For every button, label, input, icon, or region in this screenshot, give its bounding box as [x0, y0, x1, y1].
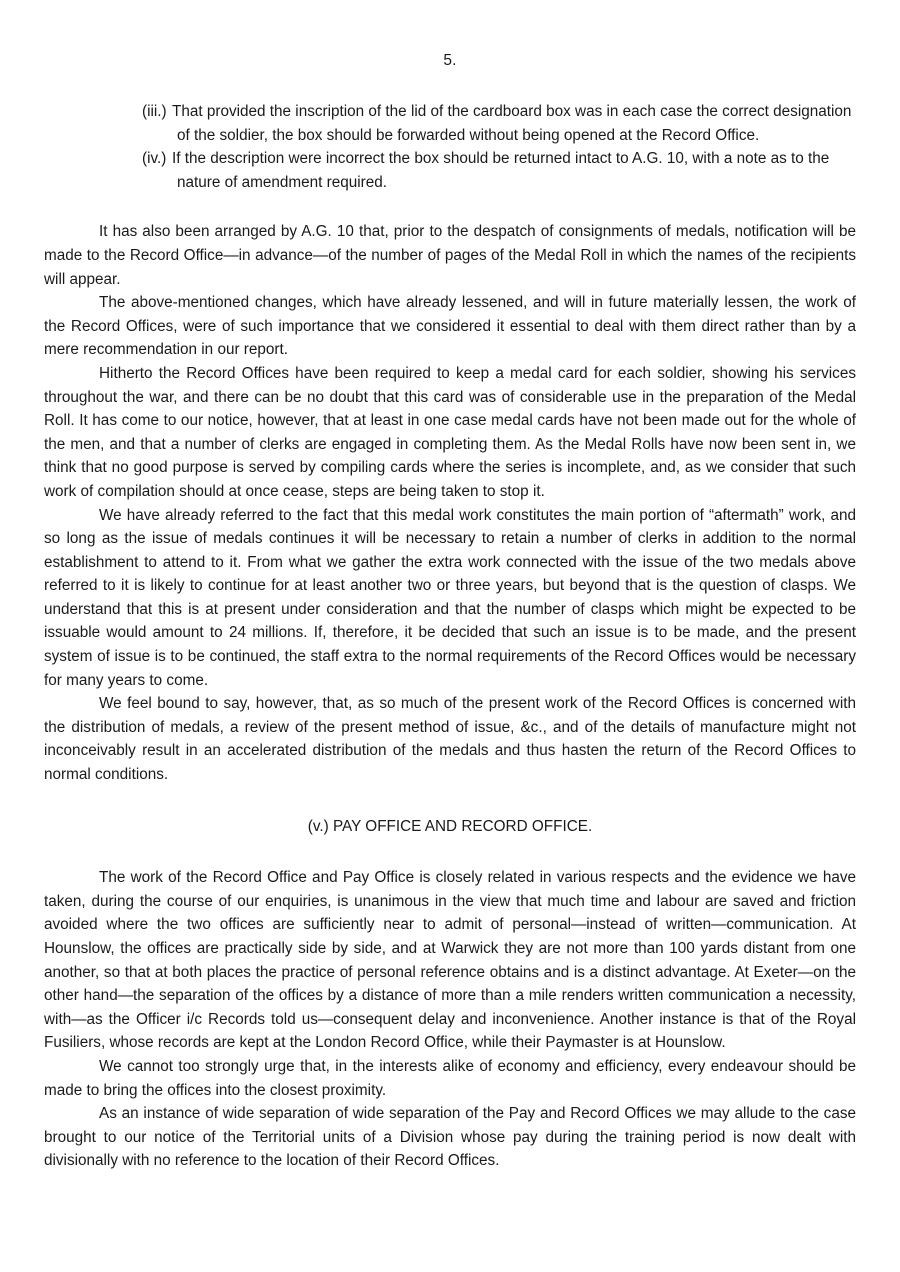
list-item-text: That provided the inscription of the lid of the cardboard box was in each case the correct designation of the soldier, the box should be forwarded without being opened at the Record Office.: [172, 103, 852, 144]
list-item: [93, 100, 856, 147]
body-paragraph: We cannot too strongly urge that, in the interests alike of economy and efficiency, every endeavour should be made to bring the offices into the closest proximity.: [44, 1057, 856, 1099]
spacer: [44, 194, 856, 220]
body-paragraph: Hitherto the Record Offices have been required to keep a medal card for each soldier, showing his services throughout the war, and there can be no doubt that this card was of considerable use in the preparation of the Medal Roll. It has come to our notice, however, that at least in one case medal cards have not been made out for the whole of the men, and that a number of clerks are engaged in completing them. As the Medal Rolls have now been sent in, we think that no good purpose is served by compiling cards where the series is incomplete, and, as we consider that such work of compilation should at once cease, steps are being taken to stop it.: [44, 364, 856, 500]
list-item: [93, 147, 856, 194]
body-paragraph: The work of the Record Office and Pay Office is closely related in various respects and the evidence we have taken, during the course of our enquiries, is unanimous in the view that much time and labour are saved and friction avoided where the two offices are sufficiently near to admit of personal—instead of written—communication. At Hounslow, the offices are practically side by side, and at Warwick they are not more than 100 yards distant from one another, so that at both places the practice of personal reference obtains and is a distinct advantage. At Exeter—on the other hand—the separation of the offices by a distance of more than a mile renders written communication a necessity, with—as the Officer i/c Records told us—consequent delay and inconvenience. Another instance is that of the Royal Fusiliers, whose records are kept at the London Record Office, while their Paymaster is at Hounslow.: [44, 869, 856, 1052]
body-paragraph: As an instance of wide separation of wide separation of the Pay and Record Offices we may allude to the case brought to our notice of the Territorial units of a Division whose pay during the training period is now dealt with divisionally with no reference to the location of their Record Offices.: [44, 1105, 856, 1170]
section-heading: (v.) PAY OFFICE AND RECORD OFFICE.: [307, 817, 593, 835]
body-paragraph: We have already referred to the fact that this medal work constitutes the main portion of “aftermath” work, and so long as the issue of medals continues it will be necessary to retain a number of clerks in addition to the normal establishment to attend to it. From what we gather the extra work connected with the issue of the two medals above referred to it is likely to continue for at least another two or three years, but beyond that is the question of clasps. We understand that this is at present under consideration and that the number of clasps which might be expected to be issuable would amount to 24 millions. If, therefore, it be decided that such an issue is to be made, and the present system of issue is to be continued, the staff extra to the normal requirements of the Record Offices would be necessary for many years to come.: [44, 506, 856, 689]
list-item-text: If the description were incorrect the box should be returned intact to A.G. 10, with a note as to the nature of amendment required.: [172, 150, 830, 191]
page-number: 5.: [443, 52, 457, 69]
body-paragraph: It has also been arranged by A.G. 10 that, prior to the despatch of consignments of medals, notification will be made to the Record Office—in advance—of the number of pages of the Medal Roll in which the names of the recipients will appear.: [44, 223, 856, 288]
spacer: [44, 838, 856, 866]
spacer: [44, 787, 856, 815]
list-item-marker: (iii.): [142, 103, 167, 120]
body-paragraph: We feel bound to say, however, that, as so much of the present work of the Record Offices is concerned with the distribution of medals, a review of the present method of issue, &c., and of the details of manufacture might not inconceivably result in an accelerated distribution of the medals and thus hasten the return of the Record Offices to normal conditions.: [44, 695, 856, 784]
roman-numeral-list: [44, 100, 856, 194]
list-item-marker: (iv.): [142, 150, 167, 168]
body-paragraph: The above-mentioned changes, which have already lessened, and will in future materially lessen, the work of the Record Offices, were of such importance that we considered it essential to deal with them direct rather than by a mere recommendation in our report.: [44, 294, 856, 359]
document-body: [44, 100, 856, 1173]
